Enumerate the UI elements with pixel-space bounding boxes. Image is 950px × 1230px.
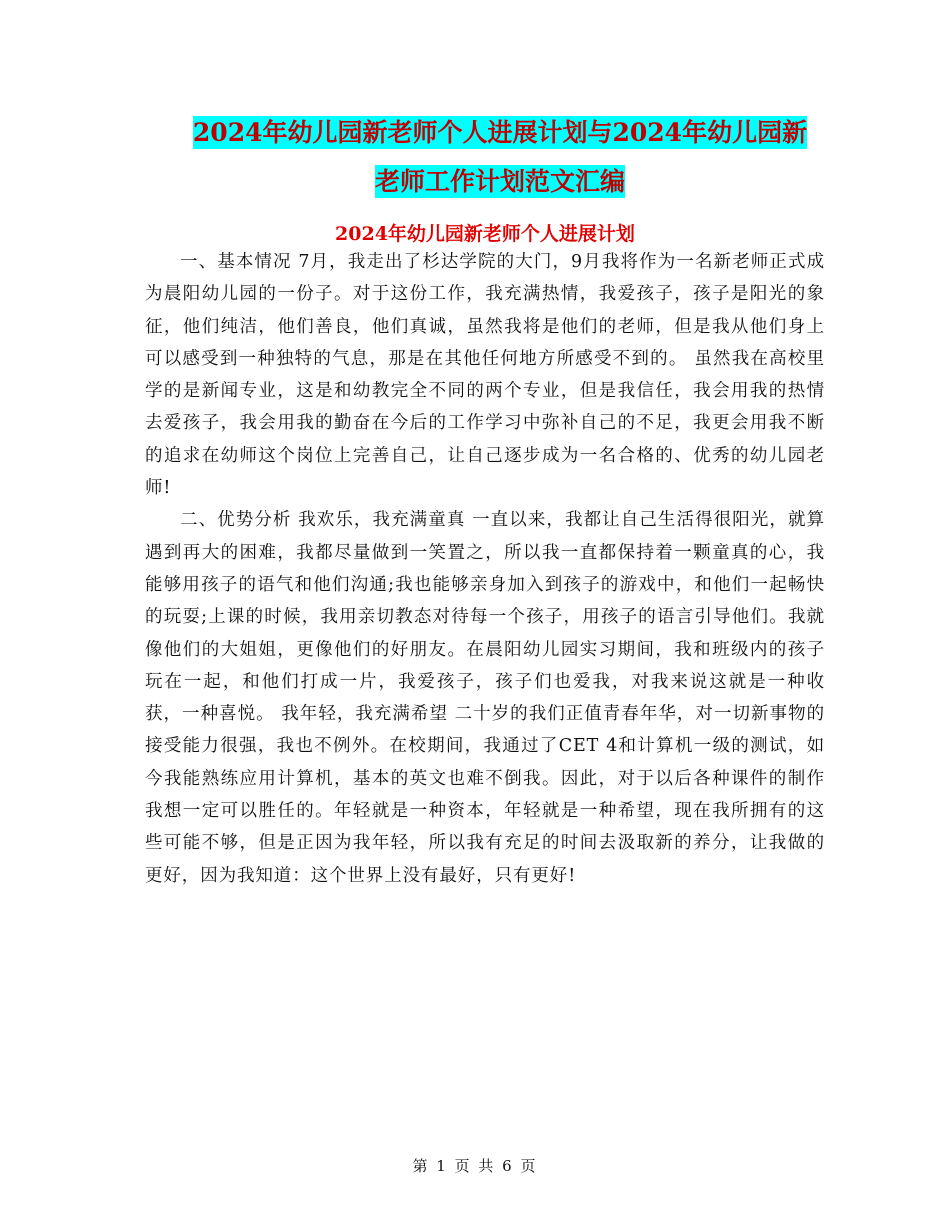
document-title-line-2: 老师工作计划范文汇编	[374, 167, 625, 196]
paragraph-advantage-analysis: 二、优势分析 我欢乐，我充满童真 一直以来，我都让自己生活得很阳光，就算遇到再大的困难，我都尽量做到一笑置之，所以我一直都保持着一颗童真的心，我能够用孩子的语气和他们沟通;我也能够亲身加入到孩子的游戏中，和他们一起畅快的玩耍;上课的时候，我用亲切教态对待每一个孩子，用孩子的语言引导他们。我就像他们的大姐姐，更像他们的好朋友。在晨阳幼儿园实习期间，我和班级内的孩子玩在一起，和他们打成一片，我爱孩子，孩子们也爱我，对我来说这就是一种收获，一种喜悦。 我年轻，我充满希望 二十岁的我们正值青春年华，对一切新事物的接受能力很强，我也不例外。在校期间，我通过了CET 4和计算机一级的测试，如今我能熟练应用计算机，基本的英文也难不倒我。因此，对于以后各种课件的制作我想一定可以胜任的。年轻就是一种资本，年轻就是一种希望，现在我所拥有的这些可能不够，但是正因为我年轻，所以我有充足的时间去汲取新的养分，让我做的更好，因为我知道：这个世界上没有最好，只有更好!	[145, 510, 825, 886]
page-number-footer: 第 1 页 共 6 页	[412, 1157, 538, 1175]
section-heading: 2024年幼儿园新老师个人进展计划	[335, 223, 635, 245]
paragraph-basic-situation: 一、基本情况 7月，我走出了杉达学院的大门，9月我将作为一名新老师正式成为晨阳幼儿园的一份子。对于这份工作，我充满热情，我爱孩子，孩子是阳光的象征，他们纯洁，他们善良，他们真诚，虽然我将是他们的老师，但是我从他们身上可以感受到一种独特的气息，那是在其他任何地方所感受不到的。 虽然我在高校里学的是新闻专业，这是和幼教完全不同的两个专业，但是我信任，我会用我的热情去爱孩子，我会用我的勤奋在今后的工作学习中弥补自己的不足，我更会用我不断的追求在幼师这个岗位上完善自己，让自己逐步成为一名合格的、优秀的幼儿园老师!	[145, 252, 825, 499]
document-title	[120, 108, 880, 206]
document-body	[145, 246, 825, 892]
document-title-line-1: 2024年幼儿园新老师个人进展计划与2024年幼儿园新	[192, 118, 808, 147]
